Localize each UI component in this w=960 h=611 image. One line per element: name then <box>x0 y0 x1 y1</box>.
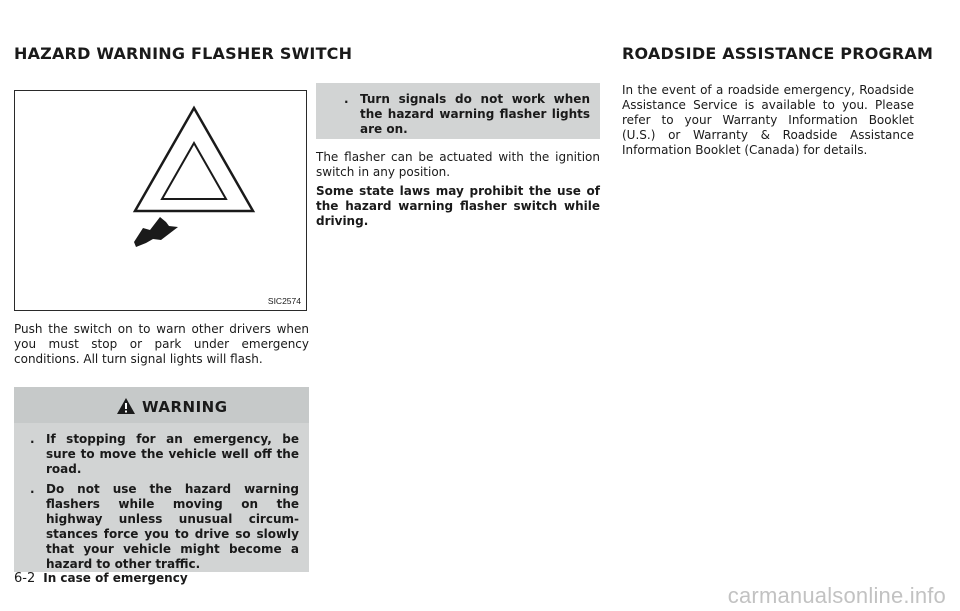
press-arrow-icon <box>134 217 178 247</box>
warning-icon <box>116 397 136 415</box>
warning-item <box>14 482 309 572</box>
section-title-roadside: ROADSIDE ASSISTANCE PROGRAM <box>622 44 934 63</box>
bullet: . <box>344 92 349 106</box>
warning-item-text: If stopping for an emergency, be sure to move the vehicle well off the road. <box>46 432 299 476</box>
note-item <box>316 92 600 137</box>
warning-label: WARNING <box>142 398 228 416</box>
figure-code: SIC2574 <box>267 296 301 306</box>
bullet: . <box>30 482 35 496</box>
warning-list <box>14 432 309 577</box>
warning-item <box>14 432 309 477</box>
intro-paragraph: Push the switch on to warn other drivers when you must stop or park under emergency conditions. All turn signal lights will flash. <box>14 322 309 366</box>
chapter-name: In case of emergency <box>43 571 188 585</box>
page-number: 6-2 <box>14 571 36 586</box>
note-box <box>316 83 600 139</box>
state-laws-paragraph: Some state laws may prohibit the use of the hazard warning flasher switch while driving. <box>316 184 600 228</box>
bullet: . <box>30 432 35 446</box>
warning-item-text: Do not use the hazard warning flashers while moving on the highway unless unusual circum-stances force you to drive so slowly that your vehicle might become a hazard to other traffic. <box>46 482 299 571</box>
warning-box <box>14 387 309 572</box>
note-list <box>316 92 600 142</box>
note-item-text: Turn signals do not work when the hazard warning flasher lights are on. <box>360 92 590 136</box>
watermark: carmanualsonline.info <box>727 583 946 608</box>
section-title-hazard: HAZARD WARNING FLASHER SWITCH <box>14 44 353 63</box>
roadside-paragraph: In the event of a roadside emergency, Roadside Assistance Service is available to you. Please refer to your Warranty Information Booklet (U.S.) or Warranty & Roadside Assistance Information Booklet (Canada) for details. <box>622 83 914 157</box>
hazard-triangle-icon <box>15 91 306 310</box>
hazard-switch-figure <box>14 90 307 311</box>
warning-header <box>14 387 309 423</box>
page-footer <box>14 571 188 586</box>
flasher-paragraph: The flasher can be actuated with the ignition switch in any position. <box>316 150 600 179</box>
